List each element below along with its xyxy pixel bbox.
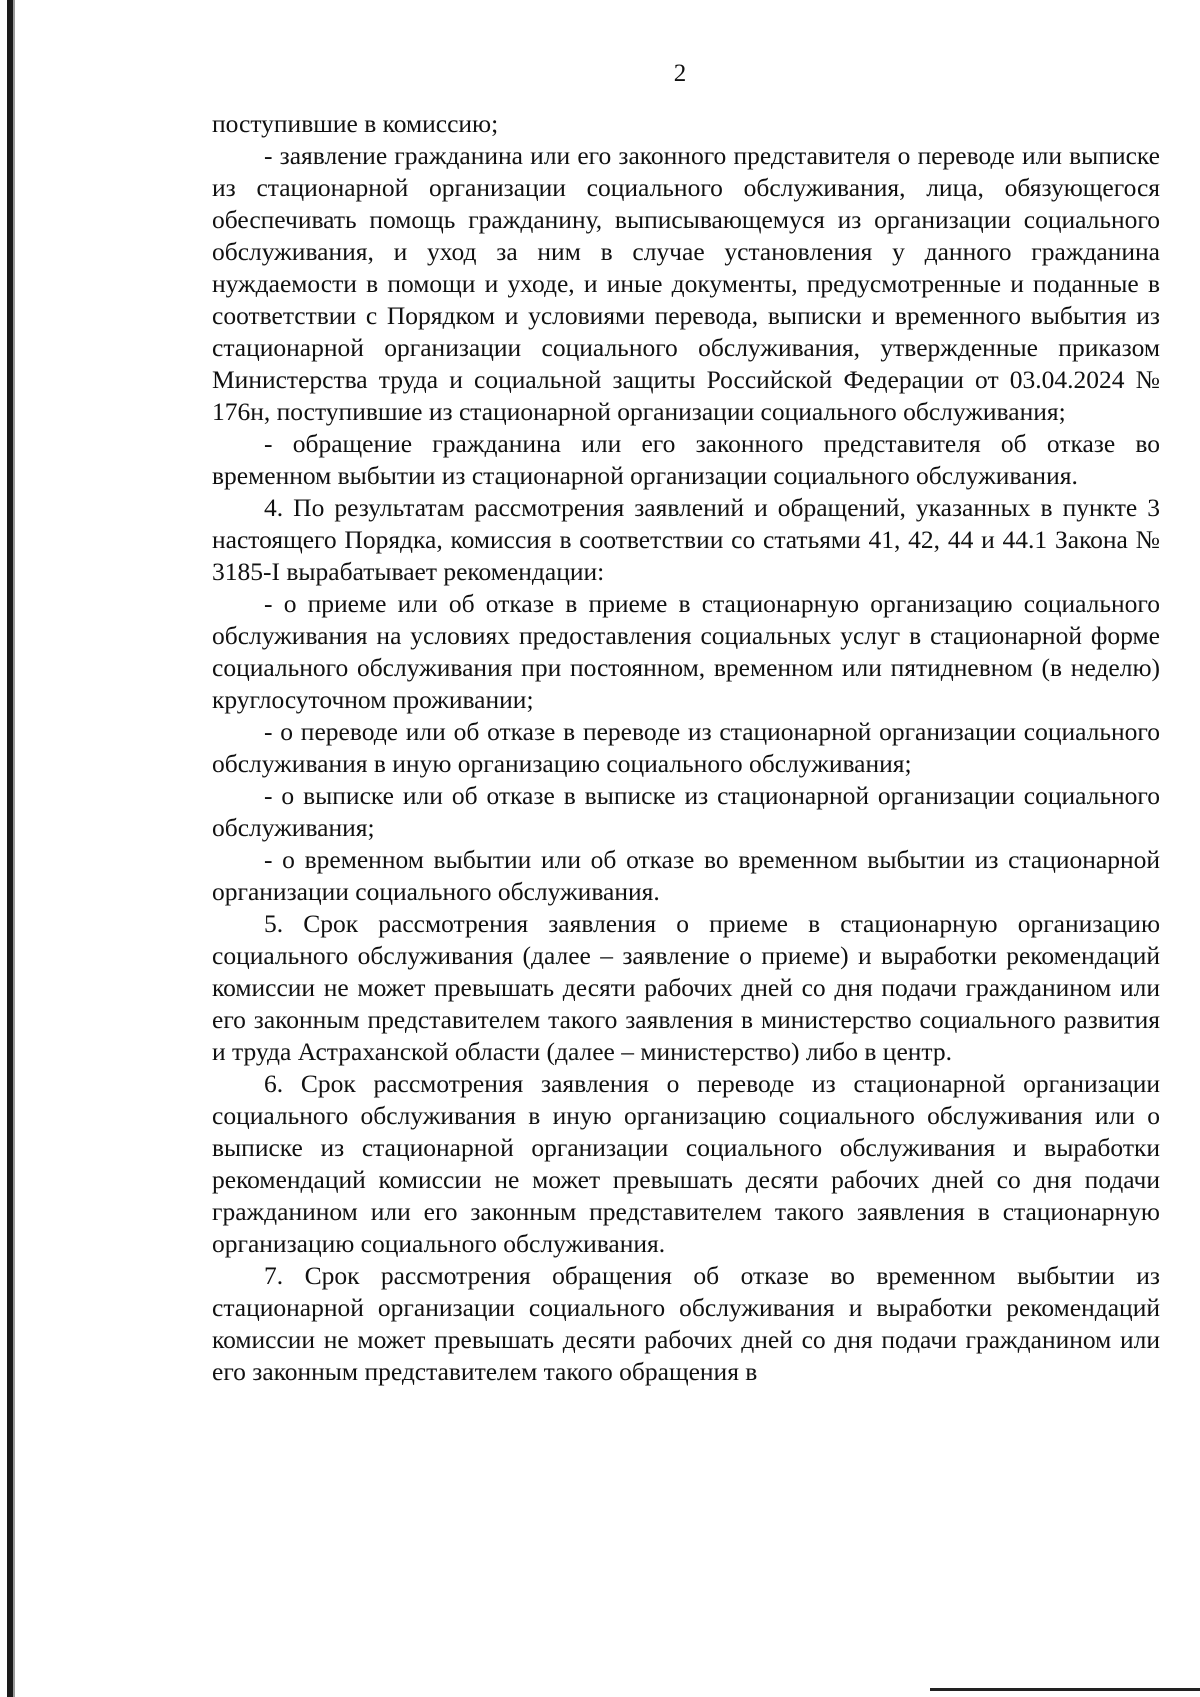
paragraph-clause-7: 7. Срок рассмотрения обращения об отказе во временном выбытии из стационарной организации социального обслуживания и выработки рекомендаций комиссии не может превышать десяти рабочих дней со дня подачи гражданином или его законным представителем такого обращения в	[212, 1261, 1160, 1386]
paragraph-list-item: - о временном выбытии или об отказе во временном выбытии из стационарной организации социального обслуживания.	[212, 845, 1160, 906]
page-number: 2	[673, 60, 687, 87]
paragraph-clause-5: 5. Срок рассмотрения заявления о приеме в стационарную организацию социального обслуживания (далее – заявление о приеме) и выработки рекомендаций комиссии не может превышать десяти рабочих дней со дня подачи гражданином или его законным представителем такого заявления в министерство социального развития и труда Астраханской области (далее – министерство) либо в центр.	[212, 909, 1160, 1066]
paragraph-list-item: - заявление гражданина или его законного представителя о переводе или выписке из стационарной организации социального обслуживания, лица, обязующегося обеспечивать помощь гражданину, выписывающемуся из организации социального обслуживания, и уход за ним в случае установления у данного гражданина нуждаемости в помощи и уходе, и иные документы, предусмотренные и поданные в соответствии с Порядком и условиями перевода, выписки и временного выбытия из стационарной организации социального обслуживания, утвержденные приказом Министерства труда и социальной защиты Российской Федерации от 03.04.2024 № 176н, поступившие из стационарной организации социального обслуживания;	[212, 141, 1160, 426]
paragraph-list-item: - о переводе или об отказе в переводе из стационарной организации социального обслуживания в иную организацию социального обслуживания;	[212, 717, 1160, 778]
paragraph-list-item: - обращение гражданина или его законного представителя об отказе во временном выбытии из стационарной организации социального обслуживания.	[212, 429, 1160, 490]
scan-left-edge-shadow	[13, 0, 15, 1697]
paragraph-clause-4: 4. По результатам рассмотрения заявлений и обращений, указанных в пункте 3 настоящего Порядка, комиссия в соответствии со статьями 41, 42, 44 и 44.1 Закона № 3185-I вырабатывает рекомендации:	[212, 493, 1160, 586]
document-body	[212, 108, 1160, 1388]
bottom-scan-rule	[930, 1688, 1200, 1691]
paragraph-list-item: - о выписке или об отказе в выписке из стационарной организации социального обслуживания;	[212, 781, 1160, 842]
paragraph-list-item: - о приеме или об отказе в приеме в стационарную организацию социального обслуживания на условиях предоставления социальных услуг в стационарной форме социального обслуживания при постоянном, временном или пятидневном (в неделю) круглосуточном проживании;	[212, 589, 1160, 714]
paragraph-continuation: поступившие в комиссию;	[212, 109, 499, 138]
paragraph-clause-6: 6. Срок рассмотрения заявления о переводе из стационарной организации социального обслуживания в иную организацию социального обслуживания или о выписке из стационарной организации социального обслуживания и выработки рекомендаций комиссии не может превышать десяти рабочих дней со дня подачи гражданином или его законным представителем такого заявления в стационарную организацию социального обслуживания.	[212, 1069, 1160, 1258]
